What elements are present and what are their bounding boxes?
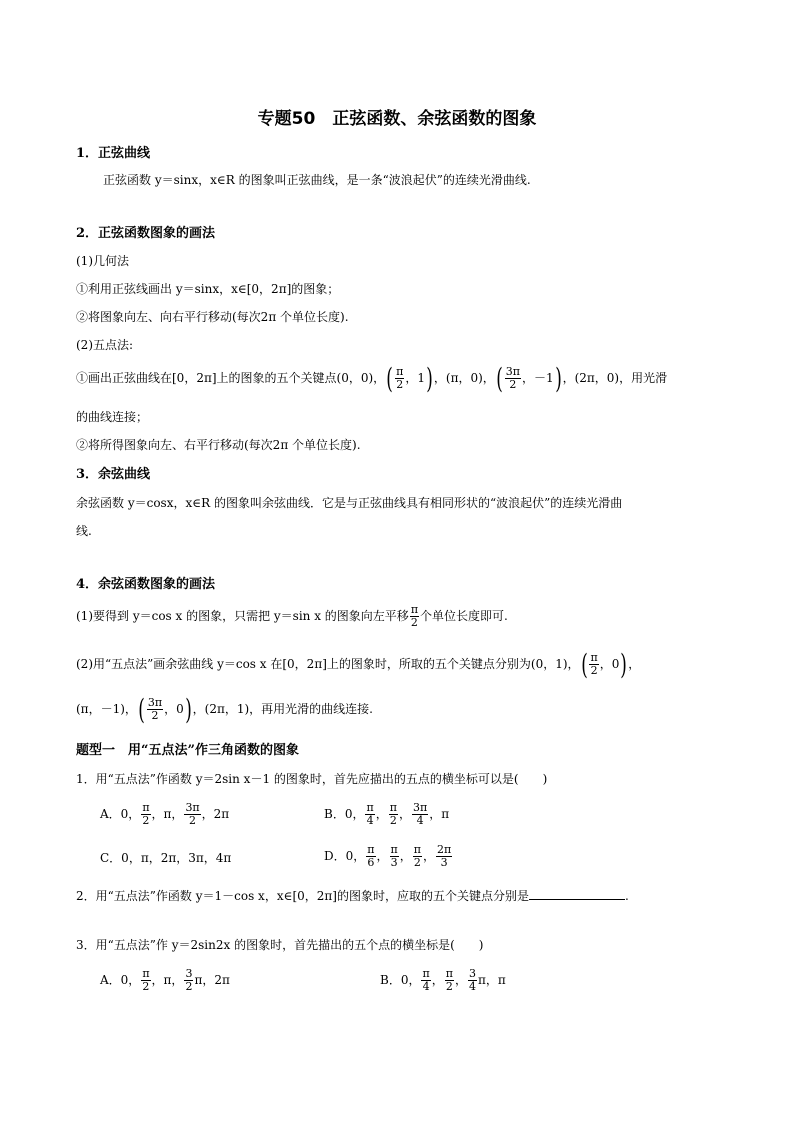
section-4-line-2: (2)用“五点法”画余弦曲线 y＝cos x 在[0，2π]上的图象时，所取的五个关键点分别为(0，1)，( $\frac{\pi}{2}$ ，0)，	[76, 647, 641, 681]
question-1-option-a: A．0， $\frac{\pi}{2}$ ，π， $\frac{3\pi}{2}$ ，2π	[100, 800, 230, 827]
question-1-option-d: D．0， $\frac{\pi}{6}$ ， $\frac{\pi}{3}$ ， $\frac{\pi}{2}$ ， $\frac{2\pi}{3}$	[324, 842, 452, 869]
section-3-heading: 3．余弦曲线	[76, 467, 151, 482]
five-point-label: (2)五点法:	[76, 338, 134, 352]
geometry-step-2: ②将图象向左、向右平行移动(每次2π 个单位长度).	[76, 310, 349, 324]
section-3-body-1: 余弦函数 y＝cosx，x∈R 的图象叫余弦曲线．它是与正弦曲线具有相同形状的“波浪起伏”的连续光滑曲	[76, 496, 623, 510]
five-point-step-1-cont: 的曲线连接；	[76, 410, 149, 424]
question-3: 3．用“五点法”作 y＝2sin2x 的图象时，首先描出的五个点的横坐标是( )	[76, 938, 484, 952]
section-2-heading: 2．正弦函数图象的画法	[76, 226, 216, 241]
geometry-method-label: (1)几何法	[76, 254, 129, 268]
section-3-body-2: 线.	[76, 524, 92, 538]
section-1-body: 正弦函数 y＝sinx，x∈R 的图象叫正弦曲线，是一条“波浪起伏”的连续光滑曲线.	[103, 173, 531, 187]
geometry-step-1: ①利用正弦线画出 y＝sinx，x∈[0，2π]的图象；	[76, 282, 340, 296]
type-1-heading: 题型一 用“五点法”作三角函数的图象	[76, 743, 299, 758]
five-point-step-1: ①画出正弦曲线在[0，2π]上的图象的五个关键点(0，0)，( $\frac{\pi}{2}$ ，1)，(π，0)，( $\frac{3\pi}{2}$ ，－1)，(2π，0)，用光滑	[76, 361, 668, 395]
section-1-heading: 1．正弦曲线	[76, 146, 151, 161]
question-3-option-b: B．0， $\frac{\pi}{4}$ ， $\frac{\pi}{2}$ ， $\frac{3}{4}$ π，π	[380, 966, 506, 993]
question-1-option-b: B．0， $\frac{\pi}{4}$ ， $\frac{\pi}{2}$ ， $\frac{3\pi}{4}$ ，π	[324, 800, 450, 827]
five-point-step-2: ②将所得图象向左、右平行移动(每次2π 个单位长度).	[76, 438, 361, 452]
section-4-heading: 4．余弦函数图象的画法	[76, 577, 216, 592]
question-1: 1．用“五点法”作函数 y＝2sin x－1 的图象时，首先应描出的五点的横坐标可以是( )	[76, 772, 548, 786]
question-2: 2．用“五点法”作函数 y＝1－cos x，x∈[0，2π]的图象时，应取的五个关键点分别是 .	[76, 889, 629, 903]
question-3-option-a: A．0， $\frac{\pi}{2}$ ，π， $\frac{3}{2}$ π，2π	[100, 966, 230, 993]
answer-blank[interactable]	[529, 889, 625, 900]
page-title: 专题50 正弦函数、余弦函数的图象	[257, 109, 537, 129]
question-1-option-c: C．0，π，2π，3π，4π	[100, 851, 232, 865]
section-4-line-1: (1)要得到 y＝cos x 的图象，只需把 y＝sin x 的图象向左平移 $\frac{\pi}{2}$ 个单位长度即可.	[76, 602, 508, 629]
section-4-line-3: (π，－1)，( $\frac{3\pi}{2}$ ，0)，(2π，1)，再用光滑的曲线连接.	[76, 692, 373, 726]
